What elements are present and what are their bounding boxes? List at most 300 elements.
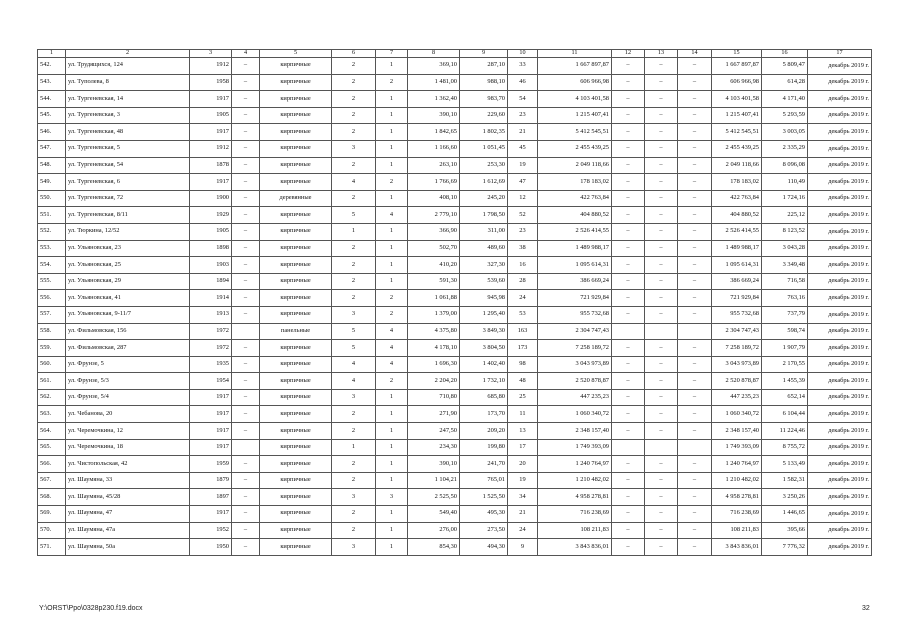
table-cell: 1 240 764,97: [538, 456, 612, 473]
table-cell: 173,70: [460, 406, 508, 423]
column-number-7: 7: [376, 50, 408, 58]
table-cell: –: [232, 539, 260, 556]
table-cell: [678, 439, 712, 456]
table-cell: 1950: [190, 539, 232, 556]
table-cell: 1 907,79: [762, 340, 808, 357]
table-cell: 1 696,30: [408, 356, 460, 373]
table-cell: 1 210 482,02: [712, 472, 762, 489]
table-cell: 1929: [190, 207, 232, 224]
table-cell: ул. Тюркина, 12/52: [66, 223, 190, 240]
table-row: [38, 539, 872, 556]
table-cell: 2: [332, 506, 376, 523]
table-cell: 1897: [190, 489, 232, 506]
table-cell: 495,30: [460, 506, 508, 523]
table-cell: декабрь 2019 г.: [808, 323, 872, 340]
table-cell: 1 749 393,09: [538, 439, 612, 456]
table-cell: –: [678, 223, 712, 240]
table-cell: 47: [508, 174, 538, 191]
table-cell: 2 348 157,40: [712, 423, 762, 440]
table-cell: 2: [332, 290, 376, 307]
table-cell: 2: [332, 522, 376, 539]
table-cell: 4: [376, 356, 408, 373]
table-row: [38, 91, 872, 108]
table-cell: –: [678, 74, 712, 91]
table-cell: 2 204,20: [408, 373, 460, 390]
table-cell: 245,20: [460, 190, 508, 207]
table-cell: 2: [332, 190, 376, 207]
table-cell: –: [678, 240, 712, 257]
table-cell: 560.: [38, 356, 66, 373]
table-cell: –: [232, 423, 260, 440]
table-cell: 2: [332, 423, 376, 440]
table-cell: –: [678, 207, 712, 224]
table-cell: 2 304 747,43: [712, 323, 762, 340]
table-cell: 3: [332, 306, 376, 323]
table-cell: –: [232, 140, 260, 157]
table-cell: 5: [332, 207, 376, 224]
table-cell: 2 520 878,87: [712, 373, 762, 390]
table-cell: 19: [508, 157, 538, 174]
column-number-6: 6: [332, 50, 376, 58]
table-cell: кирпичные: [260, 356, 332, 373]
table-cell: 28: [508, 273, 538, 290]
table-cell: 3 349,48: [762, 257, 808, 274]
table-cell: 1: [376, 273, 408, 290]
table-row: [38, 456, 872, 473]
table-cell: –: [232, 522, 260, 539]
table-cell: 2 526 414,55: [712, 223, 762, 240]
table-row: [38, 140, 872, 157]
table-cell: кирпичные: [260, 439, 332, 456]
table-row: [38, 124, 872, 141]
table-cell: 542.: [38, 58, 66, 75]
table-cell: ул. Тургеневская, 6: [66, 174, 190, 191]
table-cell: 598,74: [762, 323, 808, 340]
table-cell: [612, 323, 645, 340]
table-cell: 1879: [190, 472, 232, 489]
table-cell: ул. Фрунзе, 5/4: [66, 389, 190, 406]
table-cell: 5: [332, 340, 376, 357]
table-cell: 1905: [190, 107, 232, 124]
table-cell: 548.: [38, 157, 66, 174]
table-cell: 1905: [190, 223, 232, 240]
table-cell: 2 526 414,55: [538, 223, 612, 240]
table-cell: 4 375,80: [408, 323, 460, 340]
table-cell: кирпичные: [260, 423, 332, 440]
table-cell: ул. Чебанова, 20: [66, 406, 190, 423]
table-cell: –: [232, 273, 260, 290]
table-cell: 1 095 614,31: [712, 257, 762, 274]
table-cell: 7 776,32: [762, 539, 808, 556]
table-cell: [645, 323, 678, 340]
table-row: [38, 406, 872, 423]
table-cell: 552.: [38, 223, 66, 240]
table-cell: 1: [376, 406, 408, 423]
table-cell: 2 520 878,87: [538, 373, 612, 390]
table-cell: 3: [332, 539, 376, 556]
table-cell: ул. Тургеневская, 72: [66, 190, 190, 207]
page-number: 32: [862, 605, 870, 612]
table-cell: 45: [508, 140, 538, 157]
table-cell: кирпичные: [260, 472, 332, 489]
table-cell: 3: [332, 140, 376, 157]
table-row: [38, 223, 872, 240]
table-cell: кирпичные: [260, 456, 332, 473]
table-cell: 1958: [190, 74, 232, 91]
table-cell: 2: [332, 406, 376, 423]
table-cell: 4 103 401,58: [712, 91, 762, 108]
table-cell: 3 843 836,01: [712, 539, 762, 556]
table-cell: 1903: [190, 257, 232, 274]
table-cell: ул. Фрунзе, 5: [66, 356, 190, 373]
table-cell: 5 293,59: [762, 107, 808, 124]
table-cell: –: [612, 539, 645, 556]
table-cell: 3: [332, 489, 376, 506]
table-cell: 4 103 401,58: [538, 91, 612, 108]
table-cell: –: [612, 91, 645, 108]
table-cell: 721 929,84: [712, 290, 762, 307]
table-cell: –: [232, 373, 260, 390]
table-cell: ул. Шаумяна, 50а: [66, 539, 190, 556]
table-cell: 386 669,24: [538, 273, 612, 290]
table-cell: кирпичные: [260, 389, 332, 406]
table-cell: 559.: [38, 340, 66, 357]
table-cell: –: [612, 190, 645, 207]
table-cell: 2: [376, 74, 408, 91]
column-number-12: 12: [612, 50, 645, 58]
table-cell: кирпичные: [260, 140, 332, 157]
table-row: [38, 472, 872, 489]
table-cell: –: [678, 91, 712, 108]
table-cell: 710,80: [408, 389, 460, 406]
table-cell: –: [232, 356, 260, 373]
table-cell: декабрь 2019 г.: [808, 522, 872, 539]
table-cell: 1 295,40: [460, 306, 508, 323]
table-cell: 1917: [190, 124, 232, 141]
table-cell: –: [678, 124, 712, 141]
table-cell: –: [612, 273, 645, 290]
table-row: [38, 58, 872, 75]
table-cell: 4 958 278,81: [712, 489, 762, 506]
table-cell: 1 095 614,31: [538, 257, 612, 274]
table-cell: кирпичные: [260, 74, 332, 91]
table-cell: –: [612, 124, 645, 141]
table-cell: декабрь 2019 г.: [808, 157, 872, 174]
table-cell: декабрь 2019 г.: [808, 389, 872, 406]
table-cell: 1894: [190, 273, 232, 290]
table-cell: кирпичные: [260, 58, 332, 75]
table-cell: –: [232, 74, 260, 91]
table-cell: –: [678, 140, 712, 157]
table-cell: 1 798,50: [460, 207, 508, 224]
table-cell: 3 804,50: [460, 340, 508, 357]
table-cell: 1 842,65: [408, 124, 460, 141]
table-cell: –: [645, 456, 678, 473]
table-cell: –: [645, 91, 678, 108]
table-cell: ул. Тургеневская, 3: [66, 107, 190, 124]
table-cell: 54: [508, 91, 538, 108]
table-cell: ул. Шаумяна, 47а: [66, 522, 190, 539]
table-cell: 1 724,16: [762, 190, 808, 207]
table-cell: 98: [508, 356, 538, 373]
table-cell: декабрь 2019 г.: [808, 174, 872, 191]
table-row: [38, 190, 872, 207]
table-row: [38, 273, 872, 290]
table-cell: 422 763,84: [538, 190, 612, 207]
table-cell: 3 843 836,01: [538, 539, 612, 556]
table-cell: –: [612, 306, 645, 323]
table-cell: декабрь 2019 г.: [808, 306, 872, 323]
table-cell: [232, 439, 260, 456]
table-cell: –: [645, 539, 678, 556]
table-cell: 550.: [38, 190, 66, 207]
table-cell: ул. Фильмовская, 287: [66, 340, 190, 357]
table-row: [38, 356, 872, 373]
table-cell: –: [645, 190, 678, 207]
table-cell: ул. Чистопольская, 42: [66, 456, 190, 473]
table-cell: 549.: [38, 174, 66, 191]
table-cell: ул. Фильмовская, 156: [66, 323, 190, 340]
table-cell: 1912: [190, 140, 232, 157]
table-cell: декабрь 2019 г.: [808, 456, 872, 473]
table-cell: –: [612, 406, 645, 423]
table-cell: –: [678, 174, 712, 191]
table-cell: –: [678, 489, 712, 506]
table-cell: 564.: [38, 423, 66, 440]
table-cell: кирпичные: [260, 223, 332, 240]
table-cell: 1: [376, 522, 408, 539]
table-cell: 1: [376, 124, 408, 141]
table-cell: ул. Тургеневская, 48: [66, 124, 190, 141]
table-cell: 1952: [190, 522, 232, 539]
table-cell: 241,70: [460, 456, 508, 473]
table-cell: –: [232, 157, 260, 174]
table-cell: [612, 439, 645, 456]
table-cell: 606 966,98: [712, 74, 762, 91]
table-cell: –: [232, 306, 260, 323]
table-cell: 685,80: [460, 389, 508, 406]
table-cell: декабрь 2019 г.: [808, 506, 872, 523]
table-cell: декабрь 2019 г.: [808, 423, 872, 440]
table-cell: 9: [508, 539, 538, 556]
table-cell: 558.: [38, 323, 66, 340]
table-cell: –: [678, 373, 712, 390]
table-cell: 1917: [190, 174, 232, 191]
table-cell: 1 732,10: [460, 373, 508, 390]
table-cell: 549,40: [408, 506, 460, 523]
table-cell: 366,90: [408, 223, 460, 240]
table-cell: 1: [332, 223, 376, 240]
table-cell: –: [678, 157, 712, 174]
table-cell: ул. Тургеневская, 8/11: [66, 207, 190, 224]
table-cell: 1 612,69: [460, 174, 508, 191]
table-cell: кирпичные: [260, 240, 332, 257]
table-cell: 1: [376, 157, 408, 174]
table-cell: 1917: [190, 91, 232, 108]
table-cell: –: [612, 340, 645, 357]
table-cell: ул. Ульяновская, 23: [66, 240, 190, 257]
table-cell: 3 003,05: [762, 124, 808, 141]
table-row: [38, 522, 872, 539]
table-cell: ул. Шаумяна, 45/28: [66, 489, 190, 506]
table-cell: 199,80: [460, 439, 508, 456]
table-cell: –: [645, 74, 678, 91]
table-cell: 567.: [38, 472, 66, 489]
table-cell: 1 240 764,97: [712, 456, 762, 473]
table-cell: декабрь 2019 г.: [808, 539, 872, 556]
table-cell: 38: [508, 240, 538, 257]
table-cell: 1: [376, 472, 408, 489]
table-cell: 253,30: [460, 157, 508, 174]
table-cell: 23: [508, 107, 538, 124]
table-cell: –: [645, 406, 678, 423]
table-cell: ул. Тургеневская, 5: [66, 140, 190, 157]
table-cell: 1 215 407,41: [712, 107, 762, 124]
table-cell: 502,70: [408, 240, 460, 257]
column-number-row: [38, 50, 872, 58]
table-cell: 276,00: [408, 522, 460, 539]
table-cell: –: [232, 223, 260, 240]
table-cell: [645, 439, 678, 456]
table-cell: –: [612, 223, 645, 240]
table-cell: 2: [376, 290, 408, 307]
table-cell: 1: [376, 389, 408, 406]
table-cell: 20: [508, 456, 538, 473]
table-cell: 6 104,44: [762, 406, 808, 423]
table-cell: 2: [332, 74, 376, 91]
table-cell: декабрь 2019 г.: [808, 107, 872, 124]
table-cell: 1: [376, 240, 408, 257]
table-cell: 2: [332, 91, 376, 108]
table-cell: 21: [508, 124, 538, 141]
table-cell: 2: [332, 472, 376, 489]
table-cell: кирпичные: [260, 273, 332, 290]
table-cell: 24: [508, 290, 538, 307]
table-cell: –: [678, 423, 712, 440]
table-cell: 7 258 189,72: [712, 340, 762, 357]
table-cell: кирпичные: [260, 522, 332, 539]
table-cell: 1900: [190, 190, 232, 207]
table-cell: ул. Тургеневская, 54: [66, 157, 190, 174]
table-cell: декабрь 2019 г.: [808, 240, 872, 257]
table-cell: 25: [508, 389, 538, 406]
table-cell: 410,20: [408, 257, 460, 274]
table-cell: –: [678, 190, 712, 207]
table-row: [38, 157, 872, 174]
table-cell: 2 049 118,66: [538, 157, 612, 174]
table-cell: –: [645, 107, 678, 124]
table-cell: –: [678, 107, 712, 124]
table-cell: 571.: [38, 539, 66, 556]
table-cell: декабрь 2019 г.: [808, 257, 872, 274]
table-cell: 1 051,45: [460, 140, 508, 157]
table-cell: 1 667 897,87: [712, 58, 762, 75]
table-cell: –: [678, 506, 712, 523]
table-cell: 1: [376, 91, 408, 108]
table-cell: ул. Черемочкина, 12: [66, 423, 190, 440]
table-cell: –: [645, 140, 678, 157]
table-cell: 4: [332, 356, 376, 373]
column-number-15: 15: [712, 50, 762, 58]
table-cell: –: [232, 190, 260, 207]
table-cell: 13: [508, 423, 538, 440]
table-cell: –: [678, 58, 712, 75]
table-cell: 489,60: [460, 240, 508, 257]
table-cell: –: [645, 340, 678, 357]
table-cell: 945,98: [460, 290, 508, 307]
table-cell: –: [645, 506, 678, 523]
column-number-10: 10: [508, 50, 538, 58]
table-cell: кирпичные: [260, 290, 332, 307]
table-cell: 551.: [38, 207, 66, 224]
table-cell: ул. Ульяновская, 9-11/7: [66, 306, 190, 323]
table-cell: 1 210 482,02: [538, 472, 612, 489]
table-cell: ул. Черемочкина, 18: [66, 439, 190, 456]
table-cell: 311,00: [460, 223, 508, 240]
table-cell: –: [612, 290, 645, 307]
table-cell: 1: [376, 107, 408, 124]
table-cell: кирпичные: [260, 406, 332, 423]
table-cell: 16: [508, 257, 538, 274]
table-cell: 2 335,29: [762, 140, 808, 157]
table-cell: декабрь 2019 г.: [808, 74, 872, 91]
table-cell: –: [612, 107, 645, 124]
table-cell: 110,49: [762, 174, 808, 191]
table-cell: 108 211,83: [538, 522, 612, 539]
table-cell: –: [645, 174, 678, 191]
table-cell: 2: [332, 240, 376, 257]
table-cell: декабрь 2019 г.: [808, 91, 872, 108]
table-cell: деревянные: [260, 190, 332, 207]
table-cell: 1 489 988,17: [538, 240, 612, 257]
table-cell: 2 455 439,25: [712, 140, 762, 157]
table-cell: 566.: [38, 456, 66, 473]
table-cell: 33: [508, 58, 538, 75]
table-cell: –: [645, 124, 678, 141]
table-cell: 1 802,35: [460, 124, 508, 141]
table-cell: –: [612, 257, 645, 274]
table-cell: 569.: [38, 506, 66, 523]
table-cell: 554.: [38, 257, 66, 274]
table-cell: 2 304 747,43: [538, 323, 612, 340]
table-cell: 4: [376, 340, 408, 357]
table-cell: 1912: [190, 58, 232, 75]
table-cell: 7 258 189,72: [538, 340, 612, 357]
table-cell: декабрь 2019 г.: [808, 190, 872, 207]
table-cell: 1: [376, 223, 408, 240]
table-cell: ул. Шаумяна, 33: [66, 472, 190, 489]
table-cell: кирпичные: [260, 373, 332, 390]
table-cell: –: [678, 306, 712, 323]
table-row: [38, 389, 872, 406]
table-cell: 1: [376, 140, 408, 157]
table-row: [38, 489, 872, 506]
table-cell: 2: [332, 107, 376, 124]
table-cell: –: [645, 522, 678, 539]
table-cell: кирпичные: [260, 157, 332, 174]
table-row: [38, 257, 872, 274]
table-cell: 716 238,69: [712, 506, 762, 523]
table-cell: 404 880,52: [538, 207, 612, 224]
table-cell: 546.: [38, 124, 66, 141]
table-cell: –: [645, 423, 678, 440]
table-cell: –: [612, 423, 645, 440]
table-cell: декабрь 2019 г.: [808, 406, 872, 423]
table-cell: 1917: [190, 439, 232, 456]
column-number-13: 13: [645, 50, 678, 58]
table-cell: 3 043 973,89: [538, 356, 612, 373]
table-cell: 1 060 340,72: [538, 406, 612, 423]
